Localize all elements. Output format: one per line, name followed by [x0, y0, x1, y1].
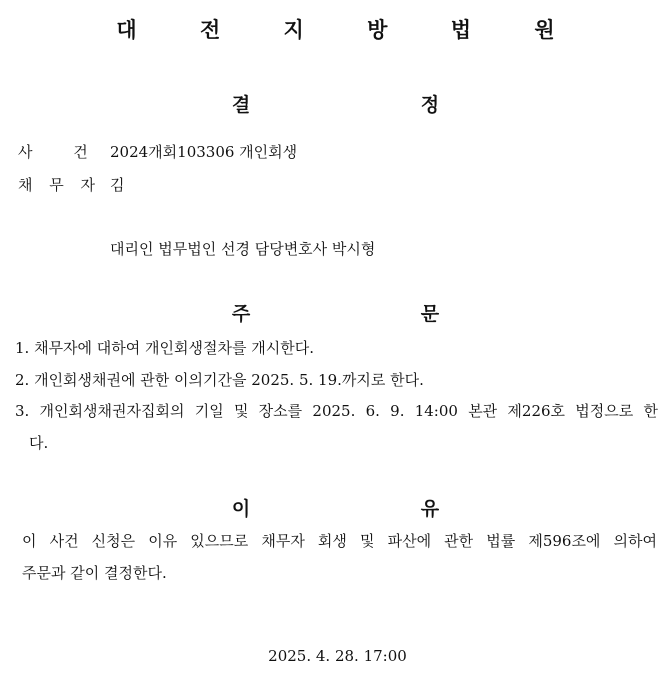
- order-item-3-line1: 3. 개인회생채권자집회의 기일 및 장소를 2025. 6. 9. 14:00 본관 제226호 법정으로 한: [15, 402, 658, 420]
- order-item-3-line2: 다.: [29, 434, 49, 452]
- order-title: 주 문: [231, 303, 522, 325]
- court-name: 대 전 지 방 법 원: [116, 18, 583, 42]
- case-value: 2024개회103306 개인회생: [110, 143, 298, 161]
- agent-line: 대리인 법무법인 선경 담당변호사 박시형: [110, 240, 376, 258]
- order-item-2: 2. 개인회생채권에 관한 이의기간을 2025. 5. 19.까지로 한다.: [15, 371, 424, 389]
- reason-line2: 주문과 같이 결정한다.: [22, 564, 167, 582]
- order-item-3: [15, 395, 658, 459]
- case-row: [18, 141, 297, 162]
- reason-title: 이 유: [231, 498, 522, 520]
- debtor-label: 채 무 자: [18, 176, 102, 194]
- debtor-value: 김: [110, 176, 125, 194]
- reason-paragraph: [22, 525, 657, 589]
- reason-line1: 이 사건 신청은 이유 있으므로 채무자 회생 및 파산에 관한 법률 제596조에 의하여: [22, 532, 657, 550]
- debtor-row: [18, 174, 125, 195]
- decision-title: 결 정: [231, 94, 522, 116]
- order-item-1: 1. 채무자에 대하여 개인회생절차를 개시한다.: [15, 339, 314, 357]
- case-label: 사 건: [18, 143, 106, 161]
- decision-date: 2025. 4. 28. 17:00: [268, 647, 407, 665]
